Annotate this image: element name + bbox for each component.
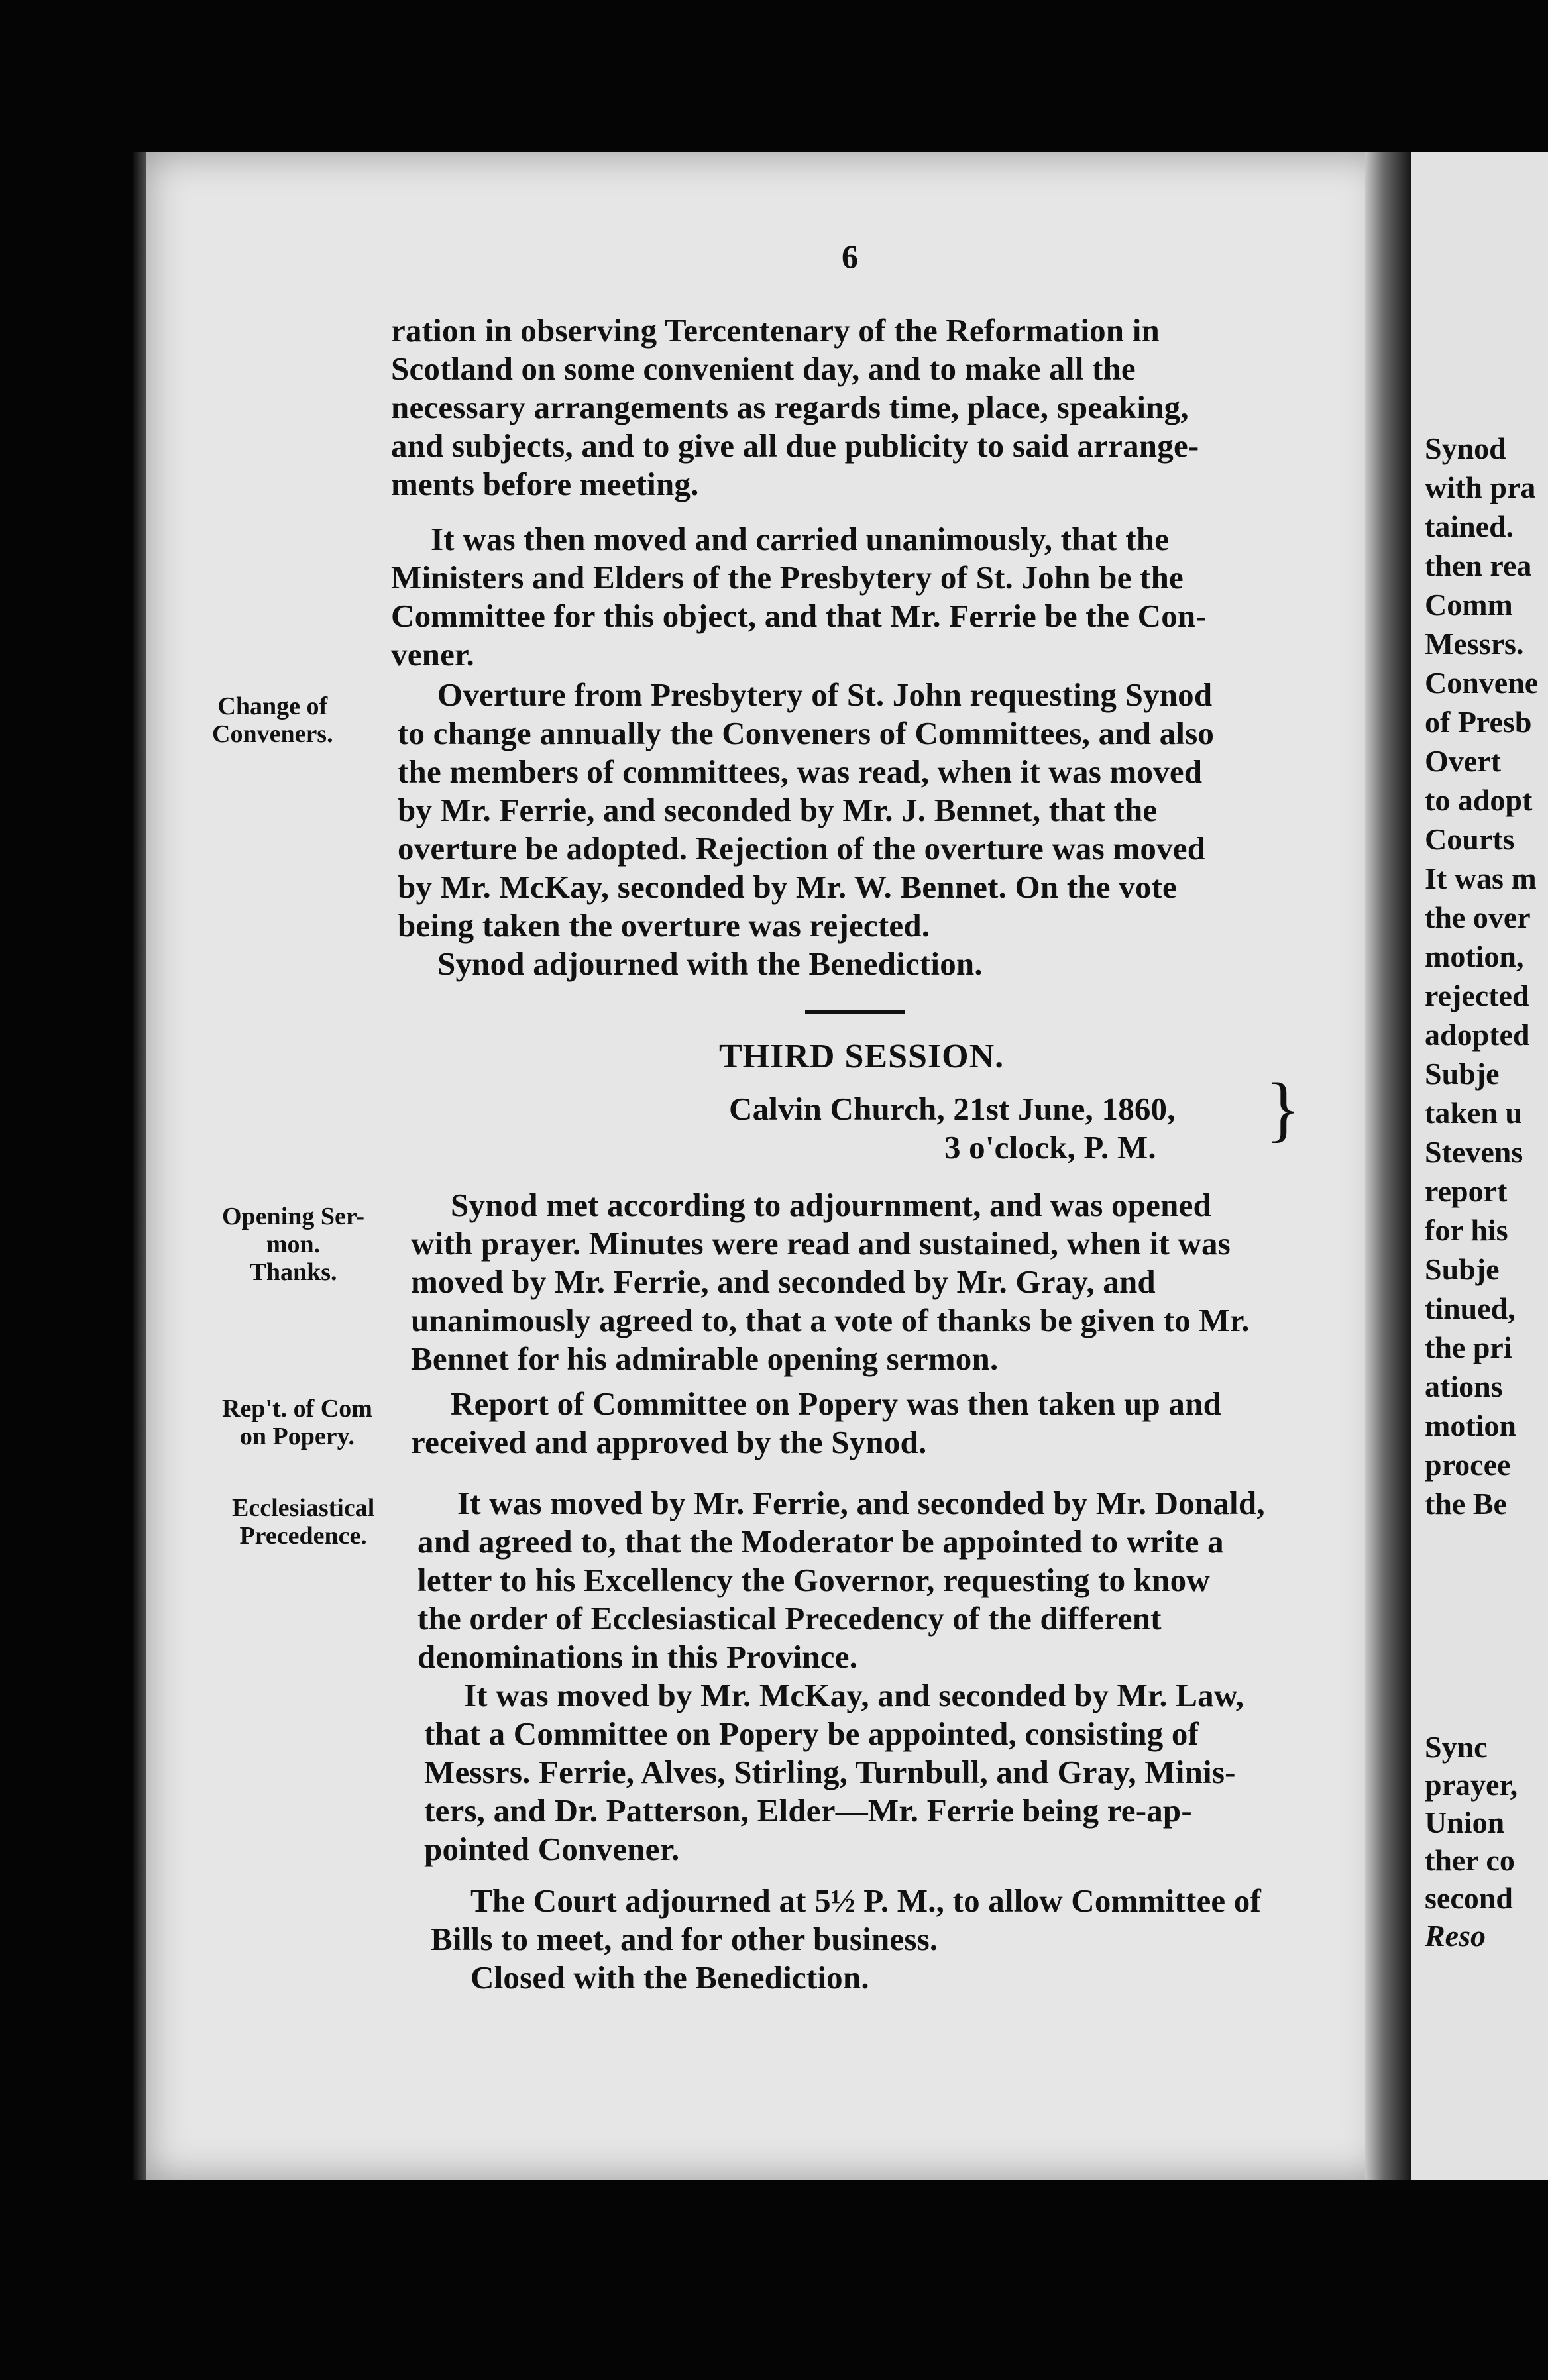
text-line: Bills to meet, and for other business. <box>431 1921 938 1957</box>
facing-page-line: ther co <box>1425 1843 1515 1877</box>
session-time: 3 o'clock, P. M. <box>944 1129 1156 1165</box>
text-line: vener. <box>391 636 474 673</box>
margin-line: Opening Ser- <box>222 1203 364 1230</box>
text-line: Report of Committee on Popery was then taken up and <box>451 1385 1222 1422</box>
margin-line: Conveners. <box>212 720 333 748</box>
margin-line: Rep't. of Com <box>222 1395 372 1423</box>
text-line: Synod met according to adjournment, and was opened <box>451 1187 1211 1223</box>
session-heading: THIRD SESSION. <box>719 1038 1005 1075</box>
text-line: overture be adopted. Rejection of the overture was moved <box>398 830 1206 867</box>
text-line: unanimously agreed to, that a vote of thanks be given to Mr. <box>411 1302 1250 1338</box>
text-line: Overture from Presbytery of St. John requesting Synod <box>437 676 1213 713</box>
section-rule <box>805 1010 905 1014</box>
overture-paragraph <box>398 676 1214 983</box>
text-line: necessary arrangements as regards time, place, speaking, <box>391 389 1189 425</box>
facing-page-line: then rea <box>1425 549 1532 582</box>
facing-page-line: Messrs. <box>1425 627 1524 661</box>
margin-line: on Popery. <box>239 1423 355 1450</box>
text-line: Messrs. Ferrie, Alves, Stirling, Turnbull, and Gray, Minis- <box>424 1754 1236 1790</box>
facing-page-line: second <box>1425 1881 1513 1915</box>
facing-page-line: the Be <box>1425 1487 1507 1521</box>
facing-page-line: for his <box>1425 1213 1508 1247</box>
margin-line: mon. <box>266 1230 321 1258</box>
margin-line: Ecclesiastical <box>232 1494 375 1522</box>
precedence-paragraph <box>417 1484 1265 1676</box>
brace-mark: } <box>1266 1068 1301 1149</box>
facing-page-line: Stevens <box>1425 1135 1523 1169</box>
committee-paragraph <box>424 1676 1244 1868</box>
session-place: Calvin Church, 21st June, 1860, <box>729 1091 1176 1127</box>
intro-paragraph <box>391 311 1199 504</box>
text-line: Scotland on some convenient day, and to make all the <box>391 351 1136 387</box>
text-line: with prayer. Minutes were read and sustained, when it was <box>411 1225 1231 1262</box>
text-line: Closed with the Benediction. <box>470 1959 869 1996</box>
opening-paragraph <box>411 1186 1250 1378</box>
popery-paragraph <box>411 1385 1221 1462</box>
page-number: 6 <box>842 238 858 275</box>
text-line: The Court adjourned at 5½ P. M., to allow Committee of <box>470 1882 1262 1919</box>
text-line: It was moved by Mr. McKay, and seconded by Mr. Law, <box>464 1677 1244 1713</box>
text-line: moved by Mr. Ferrie, and seconded by Mr. Gray, and <box>411 1264 1156 1300</box>
margin-line: Change of <box>217 692 328 720</box>
text-line: It was then moved and carried unanimously, that the <box>431 521 1170 557</box>
facing-page-line: Reso <box>1425 1919 1486 1953</box>
text-line: the members of committees, was read, when it was moved <box>398 753 1203 790</box>
facing-page-line: ations <box>1425 1370 1503 1403</box>
text-line: that a Committee on Popery be appointed, consisting of <box>424 1715 1199 1752</box>
facing-page-line: rejected <box>1425 979 1529 1012</box>
text-line: Committee for this object, and that Mr. Ferrie be the Con- <box>391 598 1207 634</box>
text-line: by Mr. Ferrie, and seconded by Mr. J. Bennet, that the <box>398 792 1158 828</box>
margin-note-popery <box>222 1395 372 1450</box>
text-line: Bennet for his admirable opening sermon. <box>411 1340 999 1377</box>
facing-page-line: Synod <box>1425 431 1506 465</box>
text-line: ters, and Dr. Patterson, Elder—Mr. Ferrie being re-ap- <box>424 1792 1192 1829</box>
facing-page-line: with pra <box>1425 470 1536 504</box>
text-line: ration in observing Tercentenary of the Reformation in <box>391 312 1160 349</box>
facing-page-line: Overt <box>1425 744 1501 778</box>
margin-line: Thanks. <box>249 1258 337 1286</box>
facing-page-line: of Presb <box>1425 705 1532 739</box>
facing-page-line: Sync <box>1425 1730 1488 1764</box>
text-line: denominations in this Province. <box>417 1639 858 1675</box>
margin-line: Precedence. <box>239 1522 367 1550</box>
text-line: being taken the overture was rejected. <box>398 907 930 944</box>
facing-page-line: taken u <box>1425 1096 1522 1130</box>
facing-page-line: Convene <box>1425 666 1539 700</box>
margin-note-change-of-conveners <box>212 692 333 748</box>
facing-page-line: Union <box>1425 1806 1505 1839</box>
facing-page-line: tained. <box>1425 510 1514 543</box>
text-line: and agreed to, that the Moderator be appointed to write a <box>417 1523 1224 1560</box>
facing-page-line: to adopt <box>1425 783 1533 817</box>
facing-page-line: Courts <box>1425 822 1515 856</box>
facing-page-line: the pri <box>1425 1330 1512 1364</box>
facing-page-line: Subje <box>1425 1252 1500 1286</box>
margin-note-opening-sermon <box>222 1203 364 1286</box>
facing-page-line: the over <box>1425 900 1531 934</box>
facing-page <box>1411 152 1548 2180</box>
moved-paragraph <box>391 520 1207 674</box>
facing-page-line: report <box>1425 1174 1508 1208</box>
text-line: Synod adjourned with the Benediction. <box>437 946 983 982</box>
text-line: to change annually the Conveners of Committees, and also <box>398 715 1215 751</box>
court-paragraph <box>431 1882 1261 1997</box>
facing-page-line: adopted <box>1425 1018 1530 1052</box>
text-line: ments before meeting. <box>391 466 699 502</box>
text-line: pointed Convener. <box>424 1831 680 1867</box>
text-line: Ministers and Elders of the Presbytery of St. John be the <box>391 559 1184 596</box>
facing-page-line: Subje <box>1425 1057 1500 1091</box>
facing-page-line: prayer, <box>1425 1768 1518 1802</box>
facing-page-line: It was m <box>1425 861 1537 895</box>
facing-page-line: procee <box>1425 1448 1511 1482</box>
facing-page-line: tinued, <box>1425 1291 1516 1325</box>
text-line: the order of Ecclesiastical Precedency of the different <box>417 1600 1162 1637</box>
book-gutter <box>1365 152 1411 2180</box>
facing-page-line: motion <box>1425 1409 1516 1442</box>
text-line: It was moved by Mr. Ferrie, and seconded by Mr. Donald, <box>457 1485 1265 1521</box>
facing-page-line: motion, <box>1425 940 1524 973</box>
margin-note-precedence <box>232 1494 374 1550</box>
text-line: letter to his Excellency the Governor, requesting to know <box>417 1562 1210 1598</box>
text-line: by Mr. McKay, seconded by Mr. W. Bennet. On the vote <box>398 869 1177 905</box>
text-line: received and approved by the Synod. <box>411 1424 927 1460</box>
text-line: and subjects, and to give all due publicity to said arrange- <box>391 427 1199 464</box>
facing-page-line: Comm <box>1425 588 1513 622</box>
